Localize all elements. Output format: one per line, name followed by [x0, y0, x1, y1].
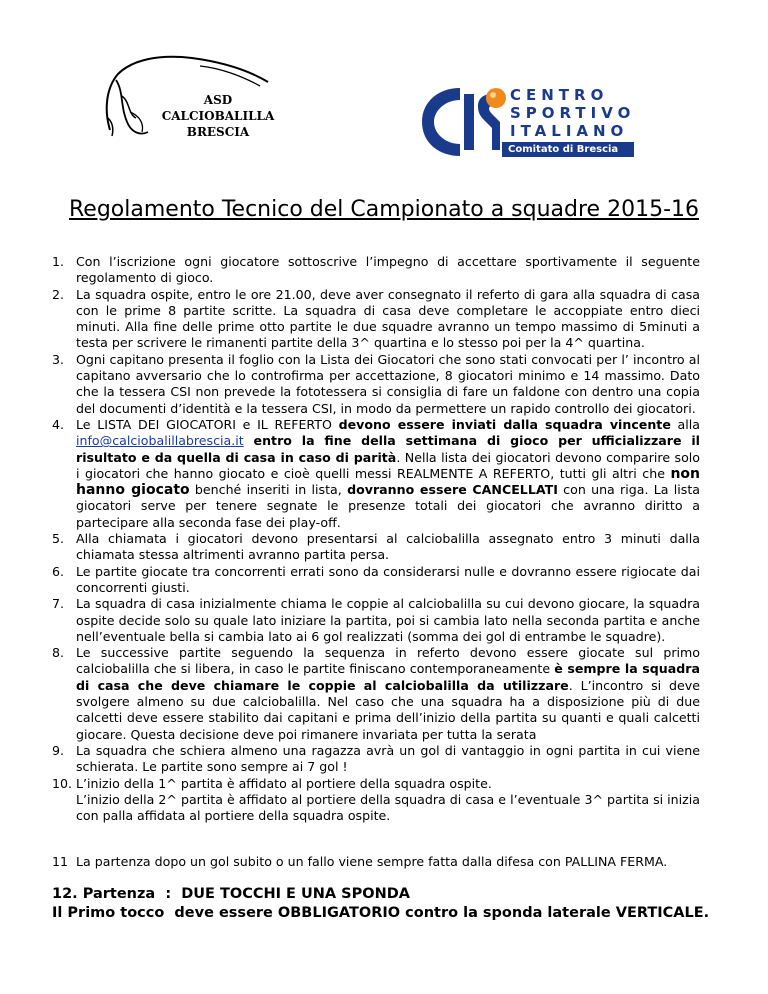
csi-word-centro: CENTRO	[510, 86, 609, 104]
rule-text: Con l’iscrizione ogni giocatore sottoscrive l’impegno di accettare sportivamente il seguente regolamento di gioco.	[76, 254, 700, 286]
rule-item	[52, 287, 700, 352]
rule-text: La squadra che schiera almeno una ragazza avrà un gol di vantaggio in ogni partita in cui viene schierata. Le partite sono sempre ai 7 gol !	[76, 742, 700, 775]
rule-11: 11 La partenza dopo un gol subito o un fallo viene sempre fatta dalla difesa con PALLINA FERMA.	[52, 854, 668, 869]
rule-number: 3.	[52, 351, 65, 367]
rule-text: Ogni capitano presenta il foglio con la Lista dei Giocatori che sono stati convocati per l’ incontro al capitano avversario che lo controfirma per accettazione, 8 giocatori minimo e 14 massimo. Dato che la tessera CSI non prevede la fototessera si consiglia di fare un faldone con dentro una copia del documenti d’identità e la tessera CSI, in modo da permettere un rapido controllo dei giocatori.	[76, 351, 700, 416]
rule-number: 6.	[52, 563, 65, 579]
rule-text-part: con una riga. La lista giocatori serve per tenere segnate le presenze totali dei giocatori che avranno diritto a partecipare alla seconda fase dei play-off.	[76, 482, 700, 530]
csi-emblem-icon	[418, 84, 510, 158]
rule-item	[52, 743, 700, 776]
rule-number: 9.	[52, 742, 65, 758]
csi-logo	[418, 84, 636, 158]
rule-text-part: Le LISTA DEI GIOCATORI e IL REFERTO	[76, 416, 339, 432]
rule-text	[76, 417, 700, 531]
rule-text-part: benché inseriti in lista,	[189, 482, 348, 498]
rule-12	[52, 885, 709, 923]
rule-text-part: Le successive partite seguendo la sequenza in referto devono essere giocate sul primo calciobalilla che si libera, in caso le partite finiscano contemporaneamente	[76, 645, 700, 677]
rule-bold-part: entro la fine della settimana di gioco per ufficializzare il risultato e da quella di casa in caso di parità	[76, 433, 700, 465]
rule-text	[76, 645, 700, 743]
rule-item	[52, 645, 700, 743]
asd-logo-line2: BRESCIA	[186, 125, 250, 139]
rule-bold-part: dovranno essere CANCELLATI	[347, 482, 558, 498]
rule-number: 1.	[52, 254, 65, 269]
rule-item	[52, 531, 700, 564]
rule-number: 10.	[52, 775, 73, 791]
rule-number: 2.	[52, 286, 65, 302]
rule-item	[52, 776, 700, 825]
rule-text: L’inizio della 1^ partita è affidato al portiere della squadra ospite.	[76, 775, 492, 791]
rule-text: La squadra ospite, entro le ore 21.00, deve aver consegnato il referto di gara alla squadra di casa con le prime 8 partite scritte. La squadra di casa deve completare le accoppiate entro dieci minuti. Alla fine delle prime otto partite le due squadre avranno un tempo massimo di 5minuti a testa per scrivere le rimanenti partite della 3^ quartina e lo stesso poi per la 4^ quartina.	[76, 286, 700, 351]
csi-word-sportivo: SPORTIVO	[510, 104, 636, 122]
email-link[interactable]: info@calciobalillabrescia.it	[76, 433, 244, 449]
rule-text: La squadra di casa inizialmente chiama le coppie al calciobalilla su cui devono giocare, la squadra ospite decide solo su quale lato iniziare la partita, poi si cambia lato nella seconda partita e anche nell’eventuale bella si cambia lato ai 6 gol realizzati (somma dei gol di entrambe le squadre).	[76, 596, 700, 644]
rule-text-part: . Nella lista dei giocatori devono comparire solo i giocatori che hanno giocato e cioè quelli messi REALMENTE A REFERTO, tutti gli altri che	[76, 449, 700, 481]
rule-item	[52, 254, 700, 287]
rule-number: 4.	[52, 416, 65, 432]
csi-word-italiano: ITALIANO	[510, 122, 629, 140]
document-title: Regolamento Tecnico del Campionato a squadre 2015-16	[69, 197, 699, 222]
rule-text-part: alla	[670, 416, 700, 432]
rule-text: Alla chiamata i giocatori devono presentarsi al calciobalilla assegnato entro 3 minuti dalla chiamata stessa altrimenti avranno partita persa.	[76, 531, 700, 563]
rule-number: 7.	[52, 596, 65, 612]
csi-comitato-label: Comitato di Brescia	[502, 142, 634, 157]
rule-item	[52, 564, 700, 597]
rule-item	[52, 352, 700, 417]
rule-item	[52, 596, 700, 645]
asd-calciobalilla-logo	[100, 52, 290, 142]
rule-text-continued: L’inizio della 2^ partita è affidato al portiere della squadra di casa e l’eventuale 3^ partita si inizia con palla affidata al portiere della squadra ospite.	[76, 791, 700, 824]
rule-bold-part: devono essere inviati dalla squadra vincente	[338, 416, 671, 432]
asd-logo-line1: ASD CALCIOBALILLA	[161, 93, 275, 123]
rules-list	[52, 254, 700, 824]
rule-12-line1: 12. Partenza : DUE TOCCHI E UNA SPONDA	[52, 886, 410, 902]
rule-text-part: . L’incontro si deve svolgere almeno su due calciobalilla. Nel caso che una squadra ha a disposizione più di due calcetti deve essere stabilito dai capitani e prima dell’inizio della partita su quanti e quali calcetti giocare. Questa decisione deve poi rimanere invariata per tutta la serata	[76, 677, 700, 742]
rule-item	[52, 417, 700, 531]
rule-bold-part: è sempre la squadra di casa che deve chiamare le coppie al calciobalilla da utilizzare	[76, 661, 700, 693]
rule-12-line2: Il Primo tocco deve essere OBBLIGATORIO contro la sponda laterale VERTICALE.	[52, 905, 710, 921]
rule-number: 8.	[52, 645, 65, 661]
rule-bold-part: non hanno giocato	[76, 465, 700, 499]
rule-number: 5.	[52, 531, 65, 547]
rule-text: Le partite giocate tra concorrenti errati sono da considerarsi nulle e dovranno essere rigiocate dai concorrenti giusti.	[76, 563, 700, 595]
